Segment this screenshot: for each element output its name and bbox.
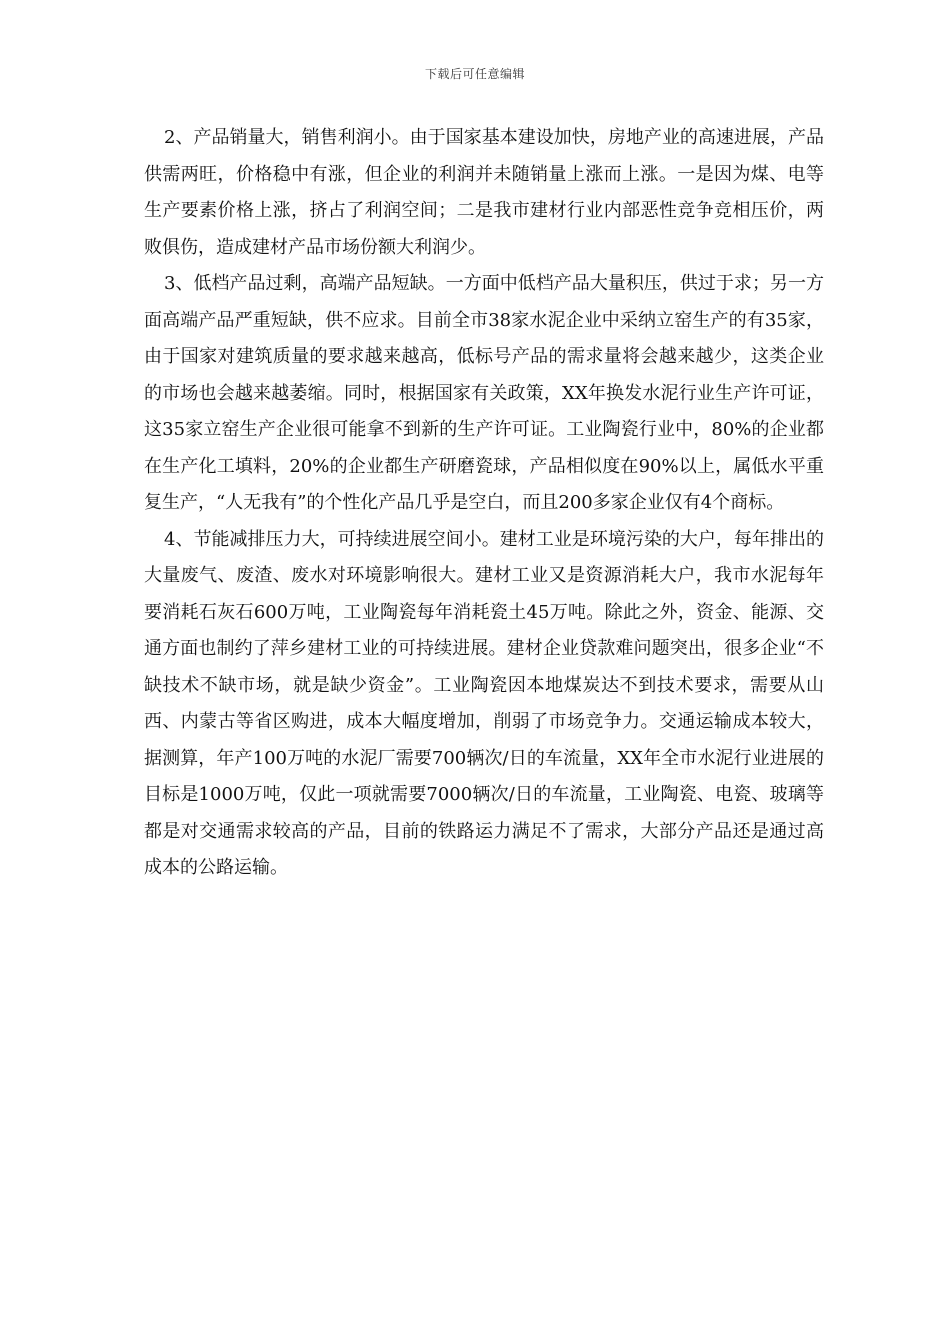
paragraph-3-product-structure: 3、低档产品过剩，高端产品短缺。一方面中低档产品大量积压，供过于求；另一方面高端产品严重短缺，供不应求。目前全市38家水泥企业中采纳立窑生产的有35家，由于国家对建筑质量的要求越来越高，低标号产品的需求量将会越来越少，这类企业的市场也会越来越萎缩。同时，根据国家有关政策，XX年换发水泥行业生产许可证，这35家立窑生产企业很可能拿不到新的生产许可证。工业陶瓷行业中，80%的企业都在生产化工填料，20%的企业都生产研磨瓷球，产品相似度在90%以上，属低水平重复生产，“人无我有”的个性化产品几乎是空白，而且200多家企业仅有4个商标。 xyxy=(144,273,824,513)
header-note: 下载后可任意编辑 xyxy=(424,67,525,81)
body-text xyxy=(144,120,824,887)
paragraph-4-energy-emissions: 4、节能减排压力大，可持续进展空间小。建材工业是环境污染的大户，每年排出的大量废气、废渣、废水对环境影响很大。建材工业又是资源消耗大户，我市水泥每年要消耗石灰石600万吨，工业陶瓷每年消耗瓷土45万吨。除此之外，资金、能源、交通方面也制约了萍乡建材工业的可持续进展。建材企业贷款难问题突出，很多企业“不缺技术不缺市场，就是缺少资金”。工业陶瓷因本地煤炭达不到技术要求，需要从山西、内蒙古等省区购进，成本大幅度增加，削弱了市场竞争力。交通运输成本较大，据测算，年产100万吨的水泥厂需要700辆次/日的车流量，XX年全市水泥行业进展的目标是1000万吨，仅此一项就需要7000辆次/日的车流量，工业陶瓷、电瓷、玻璃等都是对交通需求较高的产品，目前的铁路运力满足不了需求，大部分产品还是通过高成本的公路运输。 xyxy=(144,528,824,878)
paragraph-2-sales-profit: 2、产品销量大，销售利润小。由于国家基本建设加快，房地产业的高速进展，产品供需两旺，价格稳中有涨，但企业的利润并未随销量上涨而上涨。一是因为煤、电等生产要素价格上涨，挤占了利润空间；二是我市建材行业内部恶性竞争竞相压价，两败俱伤，造成建材产品市场份额大利润少。 xyxy=(144,127,824,258)
